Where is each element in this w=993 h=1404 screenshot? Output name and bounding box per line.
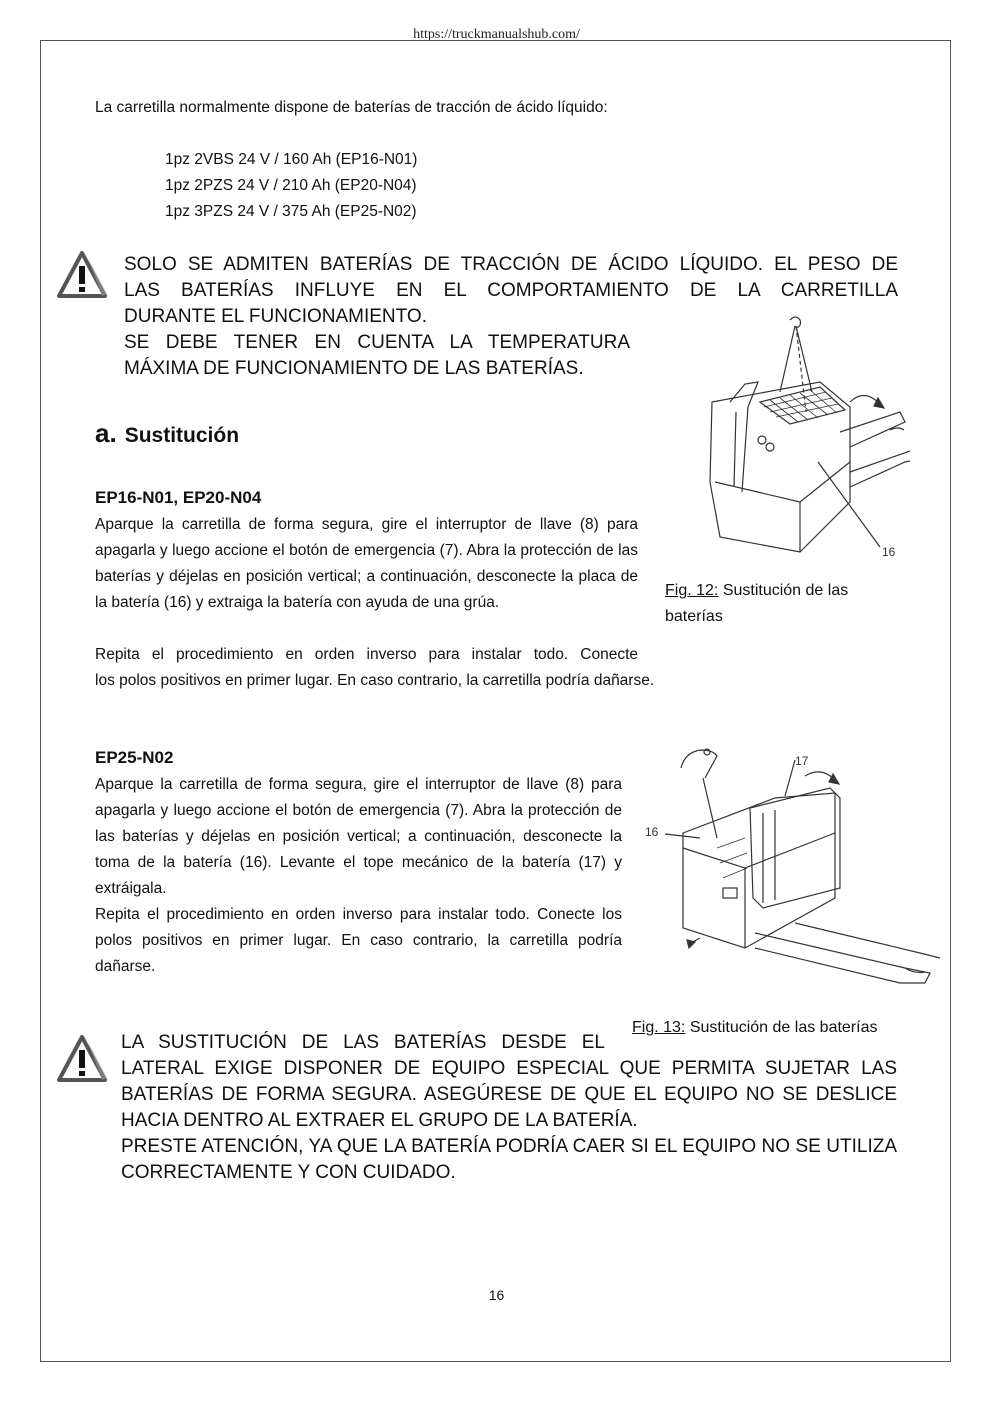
section-heading bbox=[95, 418, 239, 449]
subsection-title-ep16: EP16-N01, EP20-N04 bbox=[95, 488, 262, 507]
ep25-paragraph-2: Repita el procedimiento en orden inverso para instalar todo. Conecte los polos positivos en primer lugar. En caso contrario, la carretilla podría dañarse. bbox=[95, 906, 622, 975]
ep16-paragraph-1: Aparque la carretilla de forma segura, gire el interruptor de llave (8) para apagarla y luego accione el botón de emergencia (7). Abra la protección de las baterías y déjelas en posición vertical; a continuación, desconecte la placa de la batería (16) y extraiga la batería con ayuda de una grúa. bbox=[95, 516, 638, 611]
figure-13-truck-side-battery-illustration bbox=[645, 738, 940, 1003]
battery-item: 1pz 2VBS 24 V / 160 Ah (EP16-N01) bbox=[165, 151, 418, 168]
section-number: a. bbox=[95, 418, 117, 448]
battery-item: 1pz 2PZS 24 V / 210 Ah (EP20-N04) bbox=[165, 177, 417, 194]
figure-12-truck-crane-illustration bbox=[700, 312, 910, 567]
subsection-title-ep25: EP25-N02 bbox=[95, 748, 174, 767]
figure-13-text: Sustitución de las baterías bbox=[689, 1019, 878, 1036]
warning-line: LA SUSTITUCIÓN DE LAS BATERÍAS DESDE EL bbox=[121, 1032, 605, 1053]
warning-paragraph: LATERAL EXIGE DISPONER DE EQUIPO ESPECIAL QUE PERMITA SUJETAR LAS BATERÍAS DE FORMA SEGURA. ASEGÚRESE DE QUE EL EQUIPO NO SE DESLICE HACIA DENTRO AL EXTRAER EL GRUPO DE LA BATERÍA. bbox=[121, 1058, 897, 1131]
battery-list bbox=[165, 147, 417, 225]
callout-17: 17 bbox=[795, 754, 809, 768]
section-title: Sustitución bbox=[124, 424, 240, 447]
warning-icon bbox=[56, 250, 108, 300]
callout-16: 16 bbox=[645, 825, 659, 839]
intro-text: La carretilla normalmente dispone de baterías de tracción de ácido líquido: bbox=[95, 99, 608, 116]
source-url[interactable]: https://truckmanualshub.com/ bbox=[413, 27, 580, 42]
warning-line: SE DEBE TENER EN CUENTA LA TEMPERATURA bbox=[124, 332, 630, 353]
warning-line: SOLO SE ADMITEN BATERÍAS DE TRACCIÓN DE ÁCIDO LÍQUIDO. EL PESO DE bbox=[124, 254, 898, 275]
warning-paragraph: PRESTE ATENCIÓN, YA QUE LA BATERÍA PODRÍA CAER SI EL EQUIPO NO SE UTILIZA CORRECTAMENTE Y CON CUIDADO. bbox=[121, 1136, 897, 1183]
warning-block-2 bbox=[121, 1030, 897, 1186]
callout-16: 16 bbox=[882, 545, 896, 559]
ep16-paragraph-2 bbox=[95, 642, 654, 694]
battery-item: 1pz 3PZS 24 V / 375 Ah (EP25-N02) bbox=[165, 203, 417, 220]
warning-line: DURANTE EL FUNCIONAMIENTO. bbox=[124, 306, 427, 327]
figure-12-text: Sustitución de las baterías bbox=[665, 582, 849, 625]
figure-12-caption bbox=[665, 578, 895, 630]
warning-line: MÁXIMA DE FUNCIONAMIENTO DE LAS BATERÍAS. bbox=[124, 358, 584, 379]
ep25-paragraph-1: Aparque la carretilla de forma segura, gire el interruptor de llave (8) para apagarla y luego accione el botón de emergencia (7). Abra la protección de las baterías y déjelas en posición vertical; a continuación, desconecte la toma de la batería (16). Levante el tope mecánico de la batería (17) y extráigala. bbox=[95, 776, 622, 897]
figure-13-label: Fig. 13: bbox=[632, 1019, 686, 1036]
ep16-paragraph-2-line: Repita el procedimiento en orden inverso para instalar todo. Conecte bbox=[95, 646, 638, 663]
page-number: 16 bbox=[488, 1287, 505, 1303]
ep16-paragraph-2-line: los polos positivos en primer lugar. En caso contrario, la carretilla podría dañarse. bbox=[95, 672, 655, 689]
figure-12-label: Fig. 12: bbox=[665, 582, 719, 599]
warning-line: LAS BATERÍAS INFLUYE EN EL COMPORTAMIENTO DE LA CARRETILLA bbox=[124, 280, 898, 301]
warning-icon bbox=[56, 1034, 108, 1084]
